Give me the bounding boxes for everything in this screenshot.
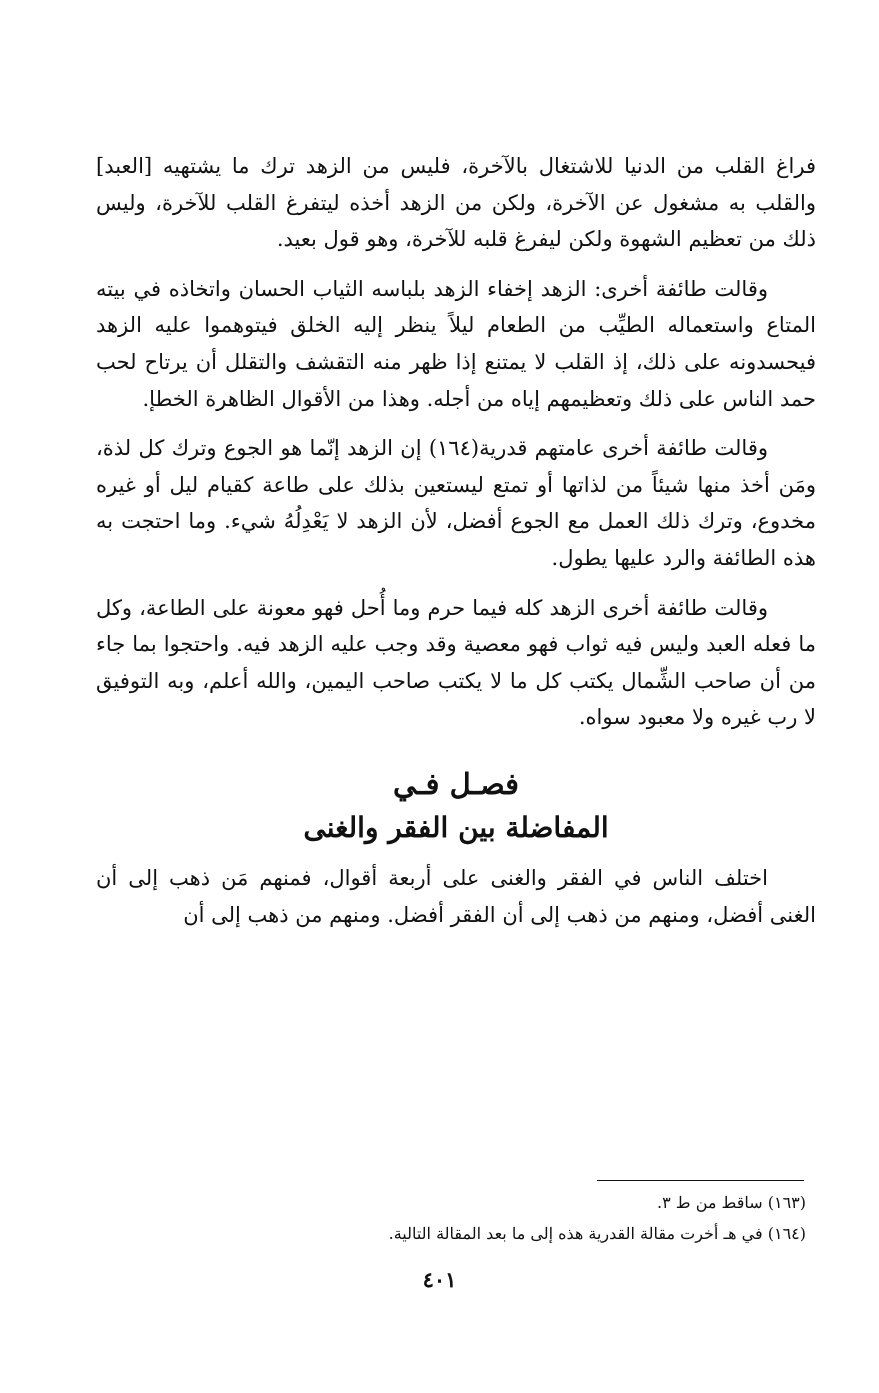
section-heading-line-2: المفاضلة بين الفقر والغنى — [303, 810, 609, 844]
footnote-164: (١٦٤) في هـ أخرت مقالة القدرية هذه إلى ما بعد المقالة التالية. — [388, 1224, 806, 1243]
main-text — [96, 148, 816, 946]
page-number: ٤٠١ — [422, 1267, 457, 1292]
paragraph-2: وقالت طائفة أخرى: الزهد إخفاء الزهد بلباسه الثياب الحسان واتخاذه في بيته المتاع واستعماله الطيِّب من الطعام ليلاً ينظر إليه الخلق فيتوهموا عليه الزهد فيحسدونه على ذلك، إذ القلب لا يمتنع إذا ظهر منه التقشف والتقلل أن يرتاح لحب حمد الناس على ذلك وتعظيمهم إياه من أجله. وهذا من الأقوال الظاهرة الخطإ. — [96, 276, 816, 411]
footnote-163: (١٦٣) ساقط من ط ٣. — [657, 1193, 806, 1212]
footnote-divider — [597, 1180, 804, 1181]
section-heading — [96, 762, 816, 850]
paragraph-5: اختلف الناس في الفقر والغنى على أربعة أقوال، فمنهم مَن ذهب إلى أن الغنى أفضل، ومنهم من ذهب إلى أن الفقر أفضل. ومنهم من ذهب إلى أن — [96, 865, 816, 927]
paragraph-3: وقالت طائفة أخرى عامتهم قدرية(١٦٤) إن الزهد إنّما هو الجوع وترك كل لذة، ومَن أخذ منها شيئاً من لذاتها أو تمتع ليستعين بذلك على طاعة كقيام ليل أو غيره مخدوع، وترك ذلك العمل مع الجوع أفضل، لأن الزهد لا يَعْدِلُهُ شيء. وما احتجت به هذه الطائفة والرد عليها يطول. — [96, 436, 816, 570]
paragraph-1: فراغ القلب من الدنيا للاشتغال بالآخرة، فليس من الزهد ترك ما يشتهيه [العبد] والقلب به مشغول عن الآخرة، ولكن من الزهد أخذه ليتفرغ القلب للآخرة، وليس ذلك من تعظيم الشهوة ولكن ليفرغ قلبه للآخرة، وهو قول بعيد. — [96, 154, 816, 252]
section-heading-line-1: فصـل فـي — [392, 766, 520, 801]
paragraph-4: وقالت طائفة أخرى الزهد كله فيما حرم وما أُحل فهو معونة على الطاعة، وكل ما فعله العبد وليس فيه ثواب فهو معصية وقد وجب عليه الزهد فيه. واحتجوا بما جاء من أن صاحب الشِّمال يكتب كل ما لا يكتب صاحب اليمين، والله أعلم، وبه التوفيق لا رب غيره ولا معبود سواه. — [96, 595, 816, 730]
footnotes — [96, 1187, 806, 1249]
